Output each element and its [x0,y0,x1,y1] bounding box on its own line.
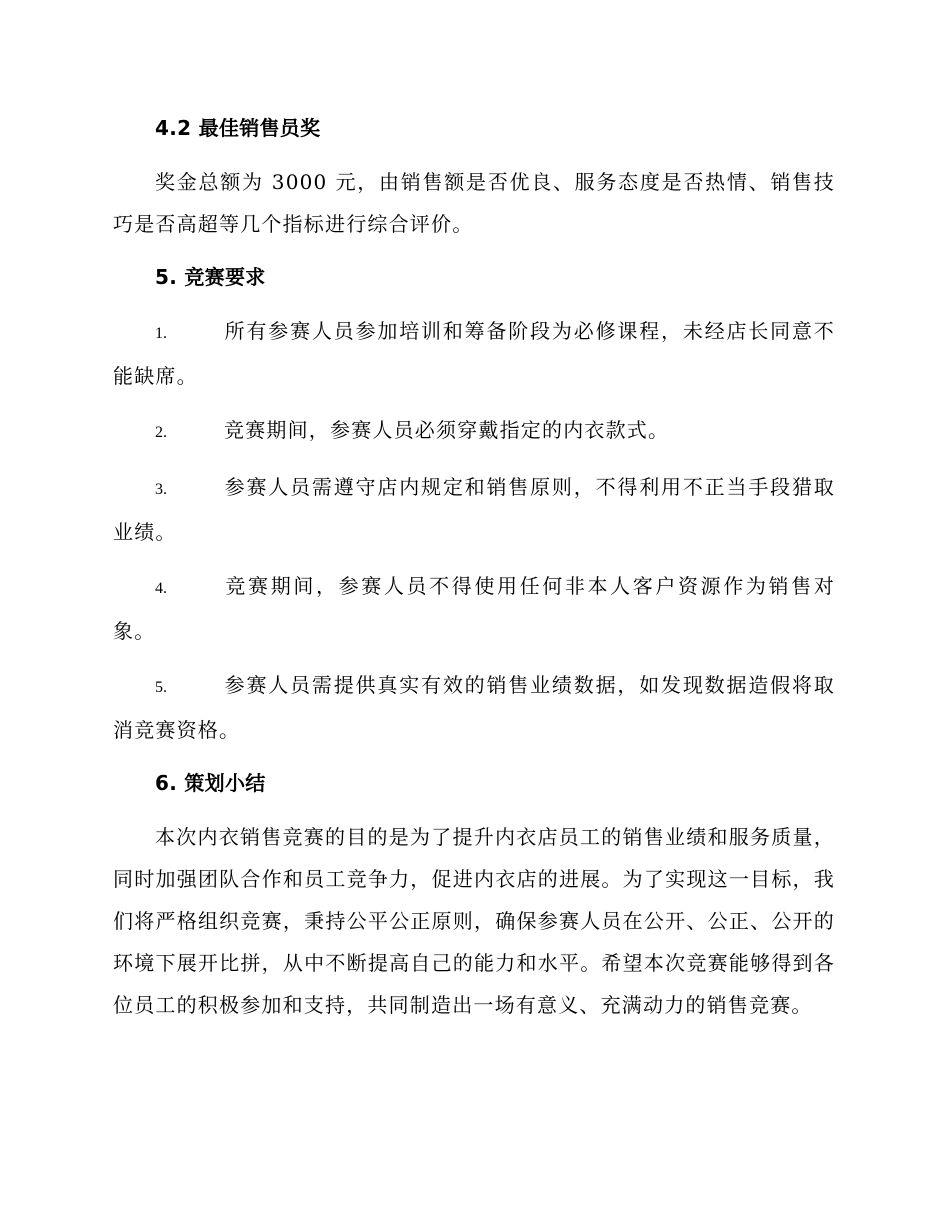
list-text: 参赛人员需提供真实有效的销售业绩数据，如发现数据造假将取消竞赛资格。 [113,673,835,742]
list-text: 竞赛期间，参赛人员必须穿戴指定的内衣款式。 [224,418,670,442]
list-item [113,664,835,751]
list-item [113,310,835,397]
list-number: 4. [155,580,167,597]
list-text: 竞赛期间，参赛人员不得使用任何非本人客户资源作为销售对象。 [113,574,835,643]
section-heading-5: 5. 竞赛要求 [155,265,266,289]
section-paragraph-6: 本次内衣销售竞赛的目的是为了提升内衣店员工的销售业绩和服务质量，同时加强团队合作和员工竞争力，促进内衣店的进展。为了实现这一目标，我们将严格组织竞赛，秉持公平公正原则，确保参赛人员在公开、公正、公开的环境下展开比拼，从中不断提高自己的能力和水平。希望本次竞赛能够得到各位员工的积极参加和支持，共同制造出一场有意义、充满动力的销售竞赛。 [113,825,835,1017]
list-number: 1. [155,325,167,342]
document-content [113,108,835,1026]
list-item [113,565,835,652]
list-number: 3. [155,481,167,498]
list-text: 参赛人员需遵守店内规定和销售原则，不得利用不正当手段猎取业绩。 [113,475,835,544]
list-item [113,409,835,454]
section-heading-6: 6. 策划小结 [155,771,266,795]
list-number: 2. [155,424,167,441]
list-number: 5. [155,679,167,696]
list-item [113,466,835,553]
section-heading-4-2: 4.2 最佳销售员奖 [155,116,321,140]
section-paragraph-4-2: 奖金总额为 3000 元，由销售额是否优良、服务态度是否热情、销售技巧是否高超等几个指标进行综合评价。 [113,170,835,236]
list-text: 所有参赛人员参加培训和筹备阶段为必修课程，未经店长同意不能缺席。 [113,319,835,388]
